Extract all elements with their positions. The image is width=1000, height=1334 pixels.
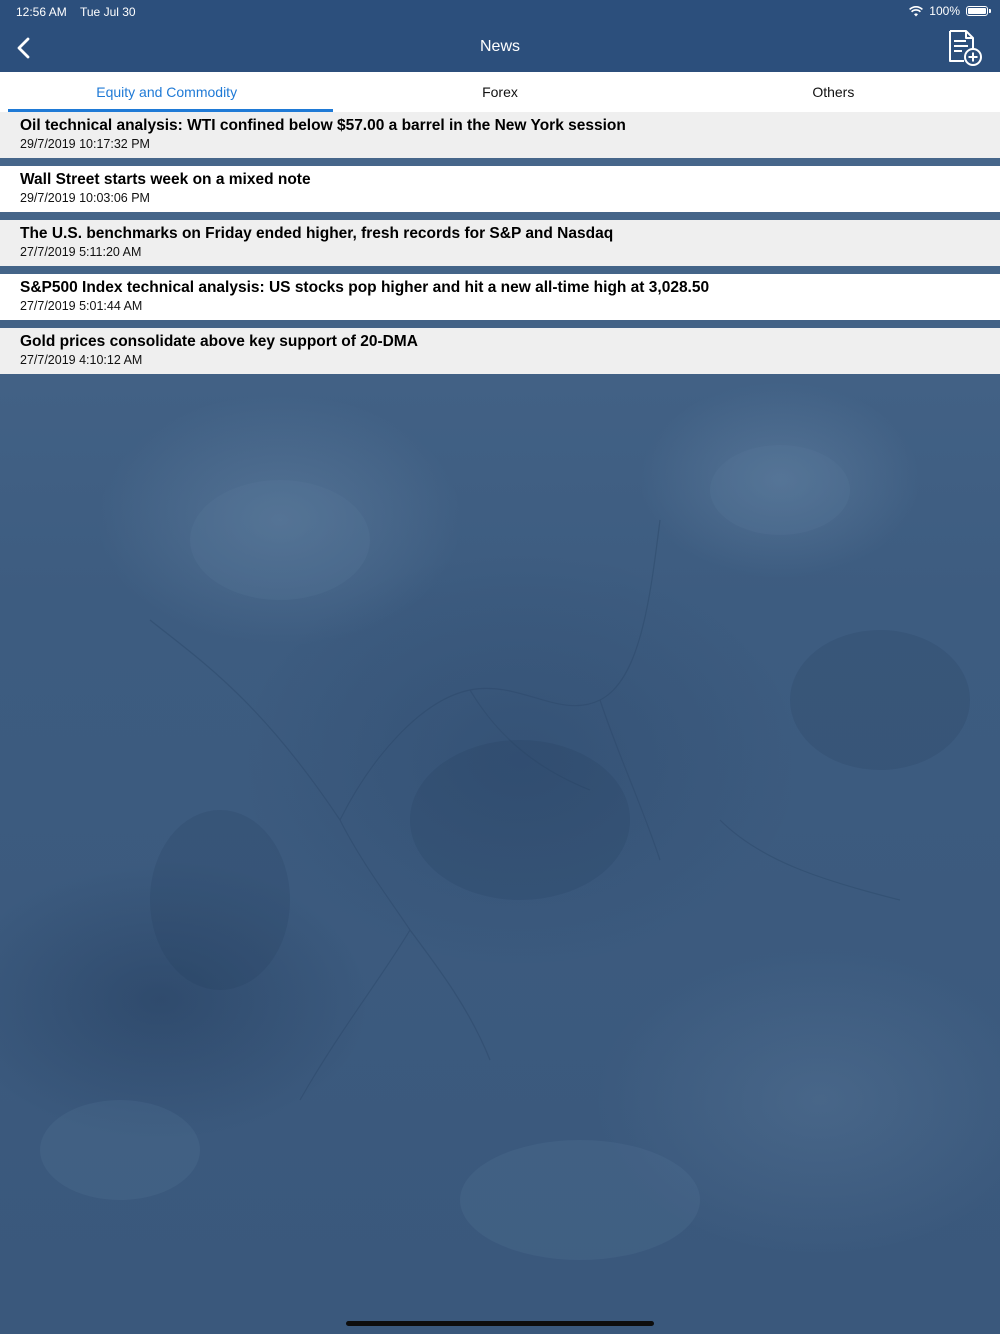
news-title: The U.S. benchmarks on Friday ended higher, fresh records for S&P and Nasdaq xyxy=(20,225,614,242)
news-date: 27/7/2019 4:10:12 AM xyxy=(20,353,143,367)
page-title: News xyxy=(479,38,520,55)
tab-equity-commodity[interactable]: Equity and Commodity xyxy=(0,72,333,112)
news-date: 27/7/2019 5:11:20 AM xyxy=(20,245,142,259)
news-item[interactable] xyxy=(0,274,1000,320)
news-item[interactable] xyxy=(0,328,1000,374)
document-add-icon xyxy=(946,29,984,67)
news-date: 27/7/2019 5:01:44 AM xyxy=(20,299,143,313)
wifi-icon xyxy=(909,6,923,17)
status-bar xyxy=(0,0,1000,24)
status-time: 12:56 AM xyxy=(16,5,67,19)
news-date: 29/7/2019 10:17:32 PM xyxy=(20,137,150,151)
news-title: Oil technical analysis: WTI confined below $57.00 a barrel in the New York session xyxy=(20,117,626,134)
status-indicators xyxy=(909,4,988,18)
news-date: 29/7/2019 10:03:06 PM xyxy=(20,191,150,205)
tab-forex[interactable]: Forex xyxy=(482,84,518,100)
battery-percent: 100% xyxy=(929,4,960,18)
category-tabs xyxy=(0,72,1000,112)
add-news-button[interactable] xyxy=(946,29,984,67)
home-indicator[interactable] xyxy=(346,1321,654,1326)
news-title: Wall Street starts week on a mixed note xyxy=(20,171,311,188)
news-item[interactable] xyxy=(0,112,1000,158)
news-item[interactable] xyxy=(0,166,1000,212)
status-date: Tue Jul 30 xyxy=(80,5,136,19)
battery-icon xyxy=(966,6,988,16)
news-item[interactable] xyxy=(0,220,1000,266)
news-list xyxy=(0,112,1000,374)
tab-others[interactable]: Others xyxy=(812,84,855,100)
nav-bar xyxy=(0,24,1000,72)
news-title: Gold prices consolidate above key support of 20-DMA xyxy=(20,333,418,350)
news-title: S&P500 Index technical analysis: US stocks pop higher and hit a new all-time high at 3,028.50 xyxy=(20,279,710,296)
